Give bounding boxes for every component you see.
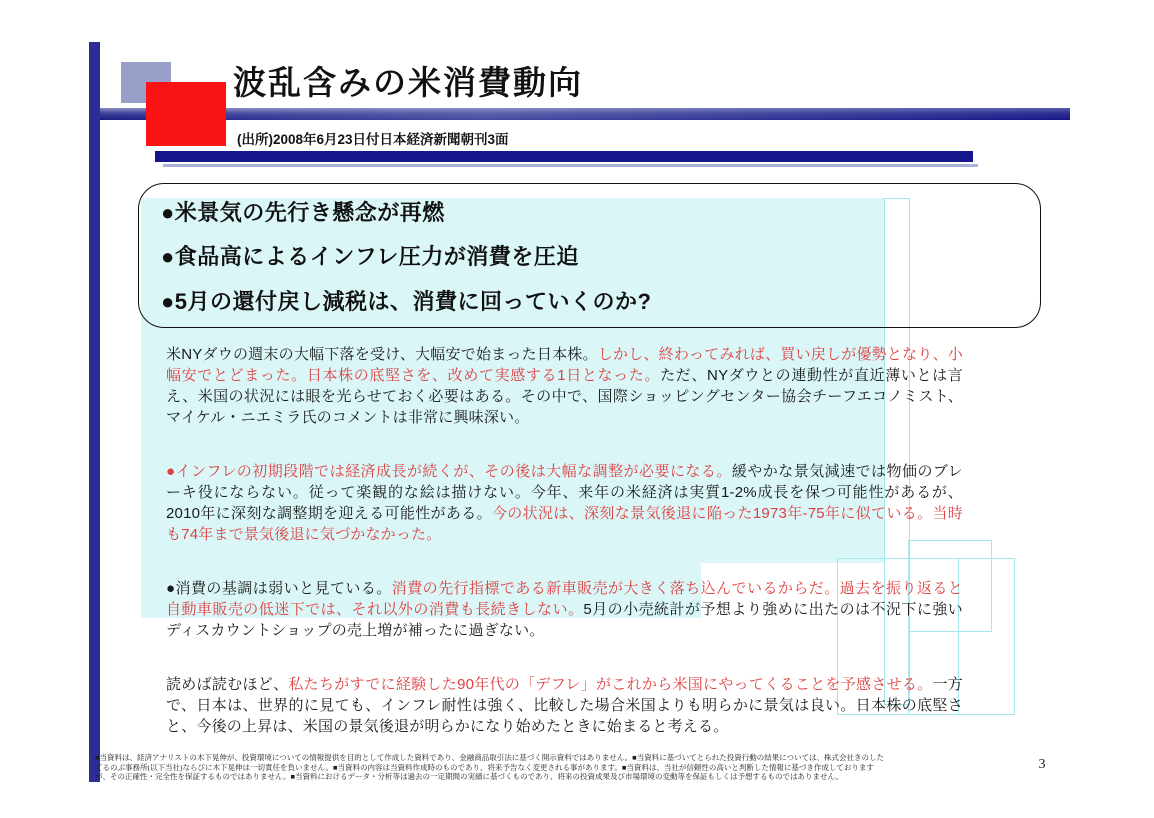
subheader-thin-line bbox=[163, 164, 978, 167]
footer-line: てるのぶ事務所(以下当社)ならびに木下晃伸は一切責任を負いません。■当資料の内容は当資料作成時のものであり、将来予告なく変更される事があります。■当資料は、当社が信頼性の高いと判断した情報に基づき作成しております bbox=[95, 762, 874, 772]
red-accent-square bbox=[146, 82, 226, 146]
highlight-box bbox=[138, 183, 1041, 328]
text-run: 私たちがすでに経験した90年代の「デフレ」がこれから米国にやってくることを予感させる。 bbox=[288, 676, 933, 693]
body-paragraph bbox=[166, 578, 963, 641]
text-run: 米NYダウの週末の大幅下落を受け、大幅安で始まった日本株。 bbox=[166, 346, 598, 363]
page-number: 3 bbox=[1038, 757, 1046, 772]
text-run: 5月の小売統計が予想より強めに出たのは不況下に強いディスカウントショップの売上増が補ったに過ぎない。 bbox=[166, 601, 963, 639]
page-title: 波乱含みの米消費動向 bbox=[233, 64, 583, 101]
bullet-line: ●食品高によるインフレ圧力が消費を圧迫 bbox=[161, 244, 579, 269]
footer-line: が、その正確性・完全性を保証するものではありません。■当資料におけるデータ・分析等は過去の一定期間の実績に基づくものであり、将来の投資成果及び市場環境の変動等を保証もしくは予想するものではありません。 bbox=[95, 772, 843, 781]
text-run: 一方で、日本は、世界的に見ても、インフレ耐性は強く、比較した場合米国よりも明らかに景気は良い。日本株の底堅さと、今後の上昇は、米国の景気後退が明らかになり始めたときに始まると考える。 bbox=[166, 676, 964, 735]
text-run: ●消費の基調は弱いと見ている。 bbox=[166, 580, 392, 597]
text-run: 今の状況は、深刻な景気後退に陥った1973年-75年に似ている。当時も74年まで景気後退に気づかなかった。 bbox=[166, 505, 963, 543]
text-run: 読めば読むほど、 bbox=[166, 676, 289, 693]
body-paragraph bbox=[166, 344, 963, 428]
bullet-line: ●米景気の先行き懸念が再燃 bbox=[161, 200, 445, 225]
text-run: 消費の先行指標である新車販売が大きく落ち込んでいるからだ。過去を振り返ると自動車販売の低迷下では、それ以外の消費も長続きしない。 bbox=[166, 580, 963, 618]
body-paragraph bbox=[166, 674, 963, 737]
footer-gradient-bar bbox=[95, 737, 1048, 746]
footer-disclaimer bbox=[95, 753, 1030, 782]
text-run: 緩やかな景気減速では物価のブレーキ役にならない。従って楽観的な絵は描けない。今年、来年の米経済は実質1-2%成長を保つ可能性があるが、2010年に深刻な調整期を迎える可能性がある。 bbox=[166, 463, 963, 522]
source-caption: (出所)2008年6月23日付日本経済新聞朝刊3面 bbox=[237, 132, 509, 147]
footer-line: ■当資料は、経済アナリストの木下晃伸が、投資環境についての情報提供を目的として作成した資料であり、金融商品取引法に基づく開示資料ではありません。■当資料に基づいてとられた投資行動の結果については、株式会社きのした bbox=[95, 753, 885, 762]
text-run: ●インフレの初期段階では経済成長が続くが、その後は大幅な調整が必要になる。 bbox=[166, 463, 732, 480]
text-run: しかし、終わってみれば、買い戻しが優勢となり、小幅安でとどまった。日本株の底堅さを、改めて実感する1日となった。 bbox=[166, 346, 964, 384]
bullet-line: ●5月の還付戻し減税は、消費に回っていくのか? bbox=[161, 289, 652, 314]
text-run: ただ、NYダウとの連動性が直近薄いとは言え、米国の状況には眼を光らせておく必要はある。その中で、国際ショッピングセンター協会チーフエコノミスト、マイケル・ニエミラ氏のコメントは非常に興味深い。 bbox=[166, 367, 963, 426]
header-gradient-bar bbox=[89, 108, 1070, 120]
body-paragraph bbox=[166, 461, 963, 545]
left-accent-bar bbox=[89, 42, 100, 782]
subheader-navy-bar bbox=[155, 151, 973, 162]
